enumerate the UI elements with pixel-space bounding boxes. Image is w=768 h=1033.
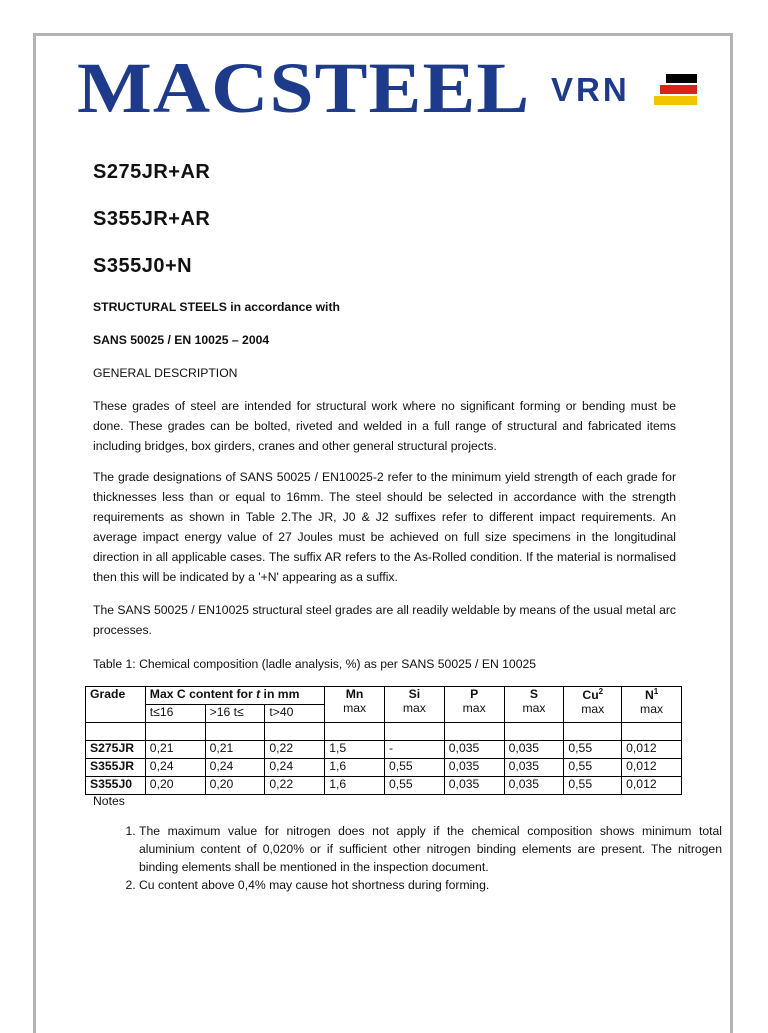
- carbon-header: Max C content for t in mm: [145, 687, 324, 705]
- standard-heading: STRUCTURAL STEELS in accordance with: [93, 300, 340, 314]
- grade-title-2: S355JR+AR: [93, 208, 211, 230]
- cu-header: Cu$^2$ max: [564, 687, 622, 723]
- logo-wordmark: MACSTEEL: [77, 48, 531, 128]
- table-spacer-row: [86, 723, 682, 741]
- description-paragraph-1: These grades of steel are intended for structural work where no significant forming or bending must be done. These grades can be bolted, riveted and welded in a full range of structural and fabricated items including bridges, box girders, cranes and other general structural projects.: [93, 399, 676, 453]
- table-row: S355JR 0,24 0,24 0,24 1,6 0,55 0,035 0,035 0,55 0,012: [86, 759, 682, 777]
- logo-vrn-text: VRN: [551, 71, 630, 108]
- description-paragraph-2: The grade designations of SANS 50025 / EN10025-2 refer to the minimum yield strength of each grade for thicknesses less than or equal to 16mm. The steel should be selected in accordance with the strength requirements as shown in Table 2.The JR, J0 & J2 suffixes refer to different impact requirements. An average impact energy value of 27 Joules must be achieved on full size specimens in the longitudinal direction in all applicable cases. The suffix AR refers to the As-Rolled condition. If the material is normalised then this will be indicated by a '+N' appearing as a suffix.: [93, 470, 676, 584]
- list-item: 1. The maximum value for nitrogen does not apply if the chemical composition shows minimum total aluminium content of 0,020% or if sufficient other nitrogen binding elements are present. The nitrogen binding elements shall be mentioned in the inspection document.: [139, 822, 722, 876]
- grade-header: Grade: [86, 687, 146, 723]
- section-heading: GENERAL DESCRIPTION: [93, 366, 238, 380]
- table-header-row: [86, 687, 682, 705]
- subheader-16-40: >16 t≤: [205, 705, 265, 723]
- flag-icon: [654, 74, 697, 107]
- subheader-t16: t≤16: [145, 705, 205, 723]
- mn-header: Mn max: [325, 687, 385, 723]
- table-row: S275JR 0,21 0,21 0,22 1,5 - 0,035 0,035 0,55 0,012: [86, 741, 682, 759]
- standard-reference: SANS 50025 / EN 10025 – 2004: [93, 333, 270, 347]
- n-header: $N^1$ max: [622, 687, 682, 723]
- si-header: Si max: [384, 687, 444, 723]
- subheader-t40: t>40: [265, 705, 325, 723]
- grade-title-1: S275JR+AR: [93, 161, 211, 183]
- notes-label: Notes: [93, 794, 125, 808]
- grade-title-3: S355J0+N: [93, 255, 193, 277]
- notes-list: [93, 822, 722, 894]
- p-header: P max: [444, 687, 504, 723]
- s-header: S max: [504, 687, 564, 723]
- description-paragraph-3: The SANS 50025 / EN10025 structural steel grades are all readily weldable by means of the usual metal arc processes.: [93, 603, 676, 637]
- chemical-composition-table: [85, 686, 682, 795]
- list-item: 2. Cu content above 0,4% may cause hot shortness during forming.: [139, 876, 722, 894]
- table-caption: Table 1: Chemical composition (ladle analysis, %) as per SANS 50025 / EN 10025: [93, 657, 537, 671]
- table-row: S355J0 0,20 0,20 0,22 1,6 0,55 0,035 0,035 0,55 0,012: [86, 777, 682, 795]
